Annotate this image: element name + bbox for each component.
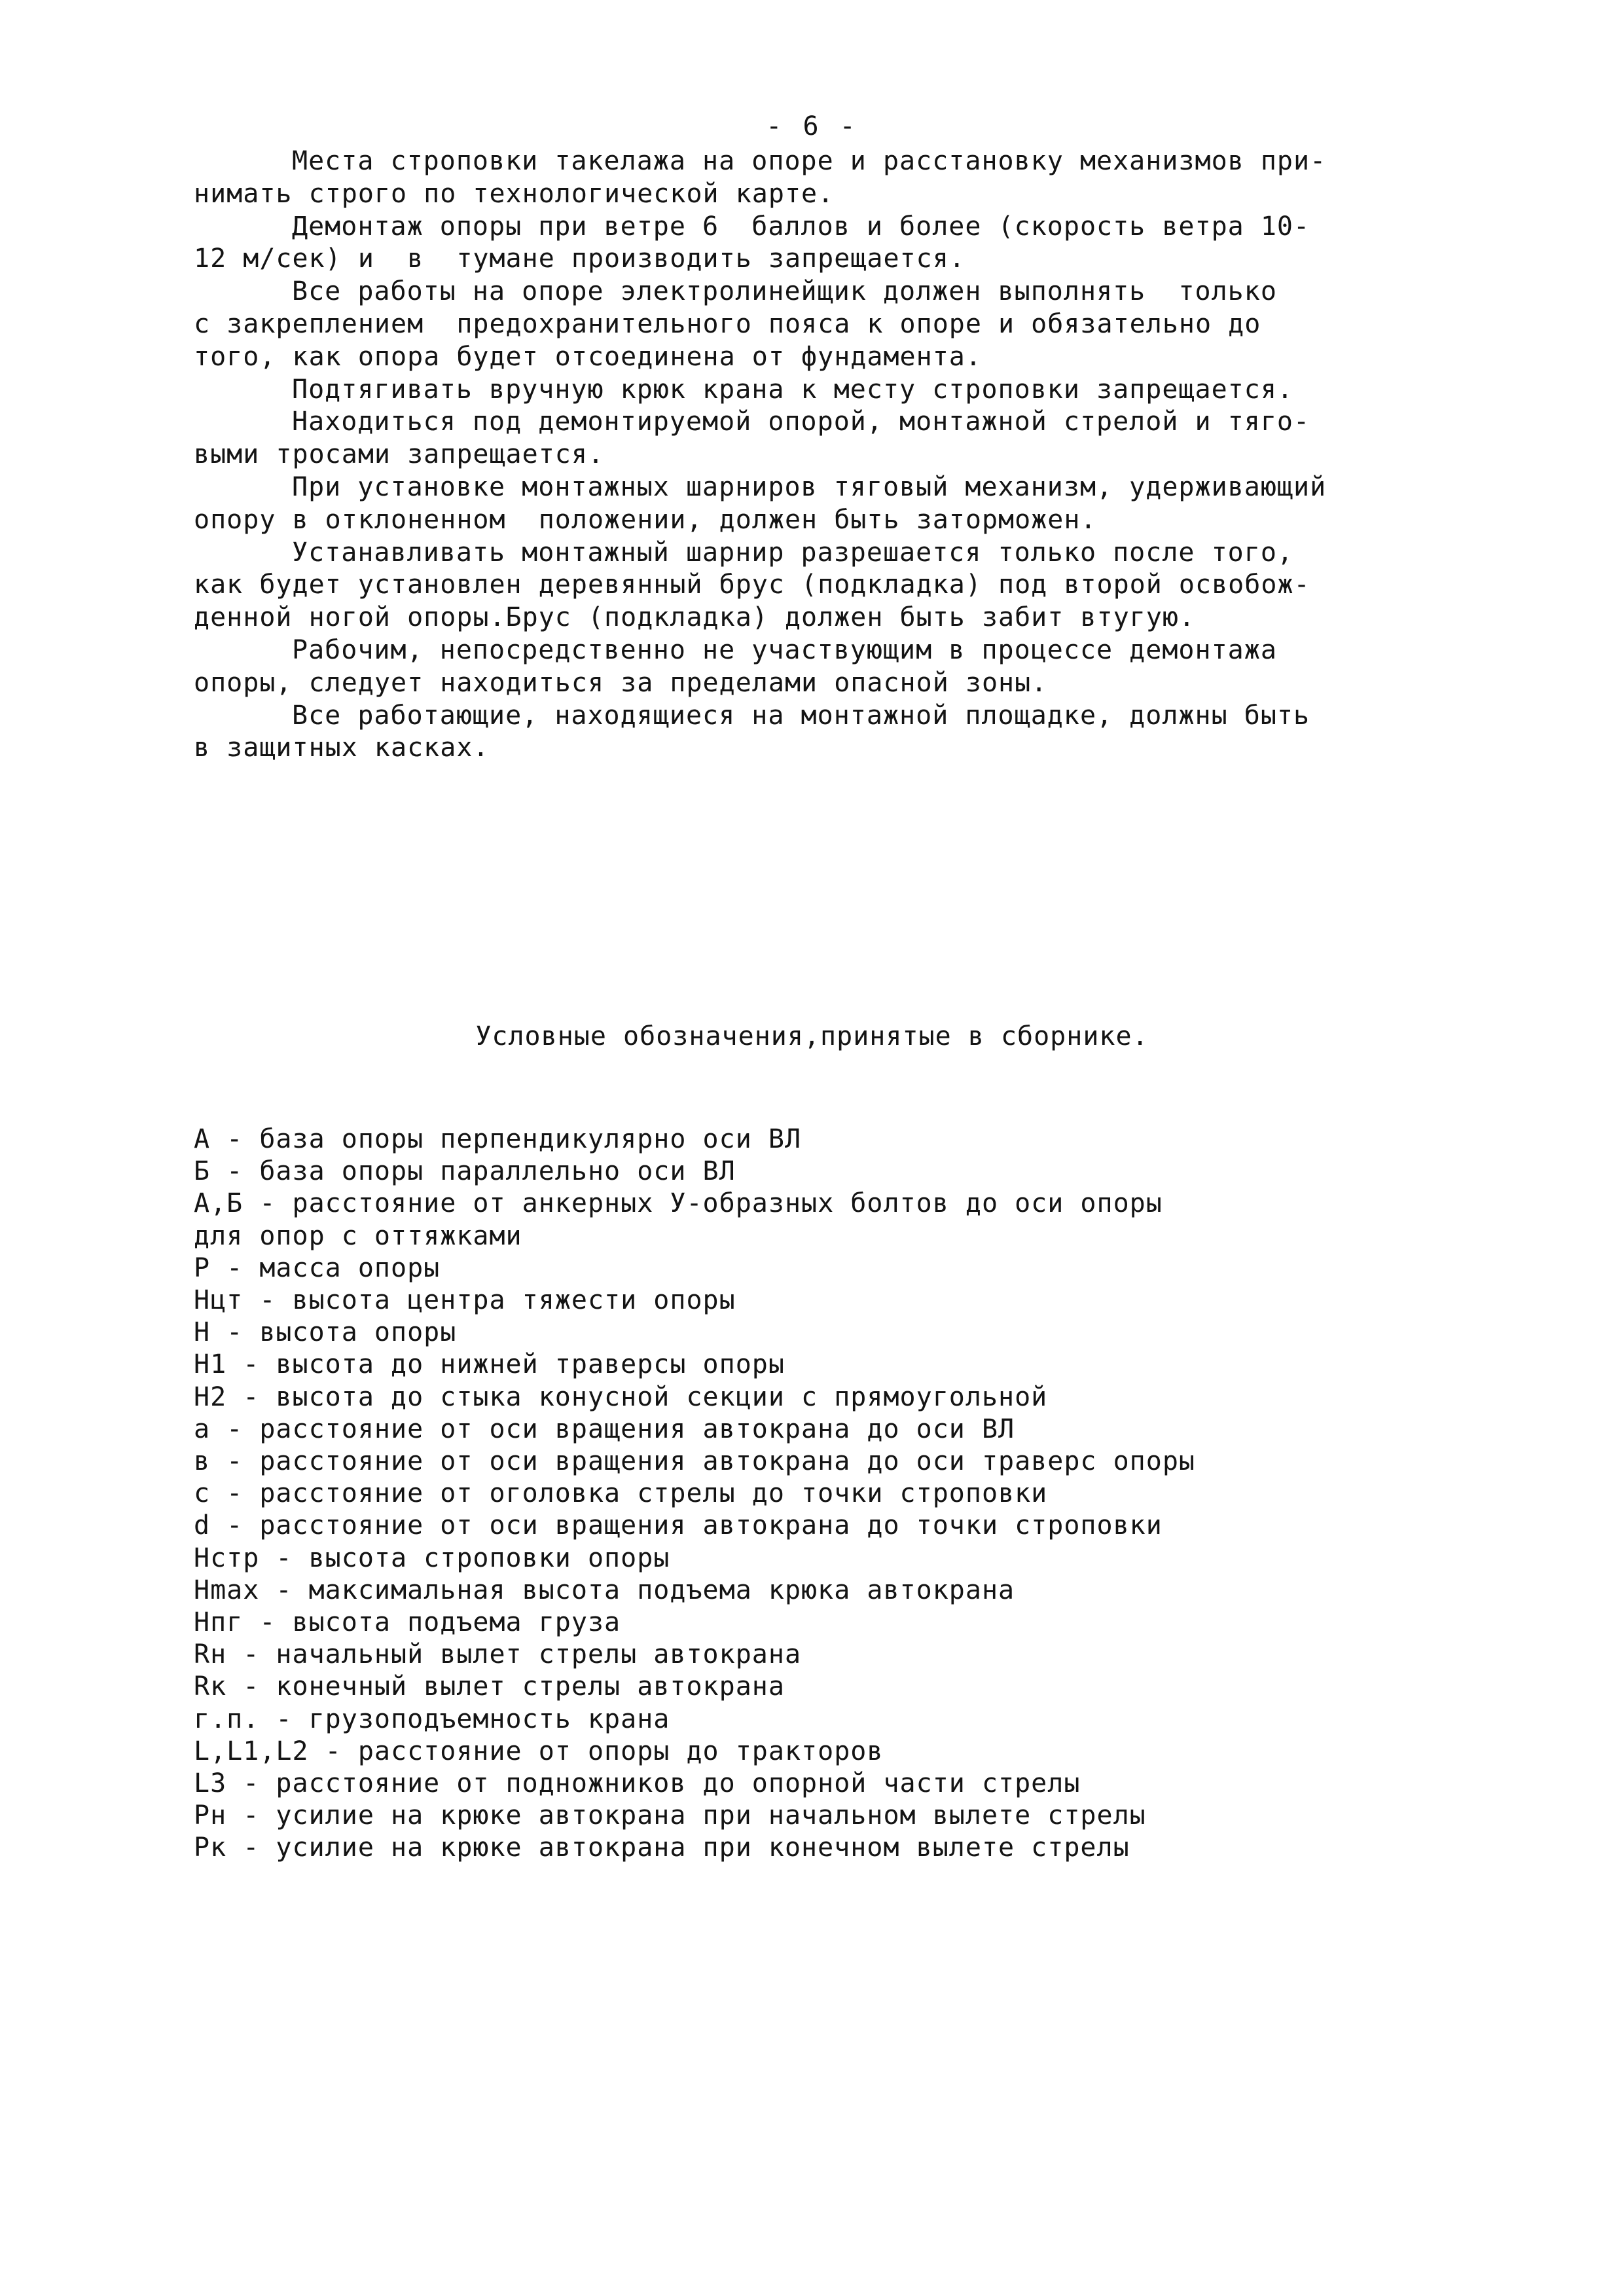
legend-item: Н2 - высота до стыка конусной секции с прямоугольной bbox=[194, 1381, 1048, 1412]
paragraph bbox=[194, 471, 1568, 537]
paragraph-first-line: Места строповки такелажа на опоре и расстановку механизмов при- bbox=[292, 146, 1327, 176]
paragraph bbox=[194, 374, 1568, 407]
paragraph bbox=[194, 700, 1568, 765]
legend-heading: Условные обозначения,принятые в сборнике. bbox=[475, 1021, 1149, 1051]
legend-item: А - база опоры перпендикулярно оси ВЛ bbox=[194, 1124, 802, 1154]
legend-item: Нmах - максимальная высота подъема крюка автокрана bbox=[194, 1575, 1015, 1605]
paragraph bbox=[194, 211, 1568, 276]
paragraph-line: в защитных касках. bbox=[194, 733, 490, 763]
paragraph-line: с закреплением предохранительного пояса к опоре и обязательно до bbox=[194, 308, 1261, 339]
paragraph-line: опору в отклоненном положении, должен быть заторможен. bbox=[194, 504, 1097, 535]
legend-item: Н - высота опоры bbox=[194, 1317, 457, 1348]
paragraph-first-line: Подтягивать вручную крюк крана к месту строповки запрещается. bbox=[292, 374, 1294, 405]
legend-item: Нстр - высота строповки опоры bbox=[194, 1542, 670, 1573]
paragraph-first-line: Находиться под демонтируемой опорой, монтажной стрелой и тяго- bbox=[292, 407, 1310, 437]
legend-list bbox=[194, 1123, 1568, 1865]
paragraph-line: выми тросами запрещается. bbox=[194, 439, 605, 470]
paragraph-first-line: Демонтаж опоры при ветре 6 баллов и более (скорость ветра 10- bbox=[292, 211, 1310, 242]
paragraph-line: опоры, следует находиться за пределами опасной зоны. bbox=[194, 667, 1048, 698]
legend-item: Rн - начальный вылет стрелы автокрана bbox=[194, 1639, 802, 1670]
paragraph bbox=[194, 276, 1568, 373]
paragraph-line: нимать строго по технологической карте. bbox=[194, 178, 835, 209]
paragraph-line: 12 м/сек) и в тумане производить запрещается. bbox=[194, 244, 965, 274]
paragraph-first-line: Все работающие, находящиеся на монтажной площадке, должны быть bbox=[292, 700, 1310, 731]
legend-item: L,L1,L2 - расстояние от опоры до тракторов bbox=[194, 1736, 884, 1766]
legend-item: d - расстояние от оси вращения автокрана до точки строповки bbox=[194, 1510, 1163, 1541]
paragraph-line: того, как опора будет отсоединена от фундамента. bbox=[194, 341, 982, 372]
legend-item: для опор с оттяжками bbox=[194, 1220, 522, 1251]
legend-item: с - расстояние от оголовка стрелы до точки строповки bbox=[194, 1478, 1048, 1509]
legend-item: Rк - конечный вылет стрелы автокрана bbox=[194, 1671, 785, 1702]
paragraph-line: денной ногой опоры.Брус (подкладка) должен быть забит втугую. bbox=[194, 602, 1196, 633]
paragraph-first-line: При установке монтажных шарниров тяговый механизм, удерживающий bbox=[292, 471, 1327, 502]
legend-item: Н1 - высота до нижней траверсы опоры bbox=[194, 1349, 785, 1380]
legend-item: г.п. - грузоподъемность крана bbox=[194, 1704, 670, 1734]
legend-item: А,Б - расстояние от анкерных У-образных болтов до оси опоры bbox=[194, 1188, 1163, 1219]
legend-item: L3 - расстояние от подножников до опорной части стрелы bbox=[194, 1768, 1081, 1799]
paragraph-first-line: Рабочим, непосредственно не участвующим в процессе демонтажа bbox=[292, 634, 1277, 665]
safety-requirements-text bbox=[194, 145, 1568, 765]
legend-item: Р - масса опоры bbox=[194, 1252, 441, 1283]
legend-item: Нпг - высота подъема груза bbox=[194, 1607, 621, 1638]
legend-item: Б - база опоры параллельно оси ВЛ bbox=[194, 1156, 736, 1187]
paragraph-line: как будет установлен деревянный брус (подкладка) под второй освобож- bbox=[194, 570, 1310, 600]
legend-item: Рк - усилие на крюке автокрана при конечном вылете стрелы bbox=[194, 1832, 1130, 1863]
paragraph bbox=[194, 537, 1568, 634]
paragraph bbox=[194, 634, 1568, 700]
paragraph bbox=[194, 406, 1568, 471]
legend-item: в - расстояние от оси вращения автокрана до оси траверс опоры bbox=[194, 1446, 1196, 1477]
legend-item: а - расстояние от оси вращения автокрана до оси ВЛ bbox=[194, 1413, 1015, 1444]
page-number: - 6 - bbox=[766, 111, 858, 141]
paragraph bbox=[194, 145, 1568, 211]
legend-item: Нцт - высота центра тяжести опоры bbox=[194, 1285, 736, 1316]
legend-item: Рн - усилие на крюке автокрана при начальном вылете стрелы bbox=[194, 1800, 1146, 1831]
paragraph-first-line: Устанавливать монтажный шарнир разрешается только после того, bbox=[292, 537, 1294, 568]
paragraph-first-line: Все работы на опоре электролинейщик должен выполнять только bbox=[292, 276, 1277, 307]
